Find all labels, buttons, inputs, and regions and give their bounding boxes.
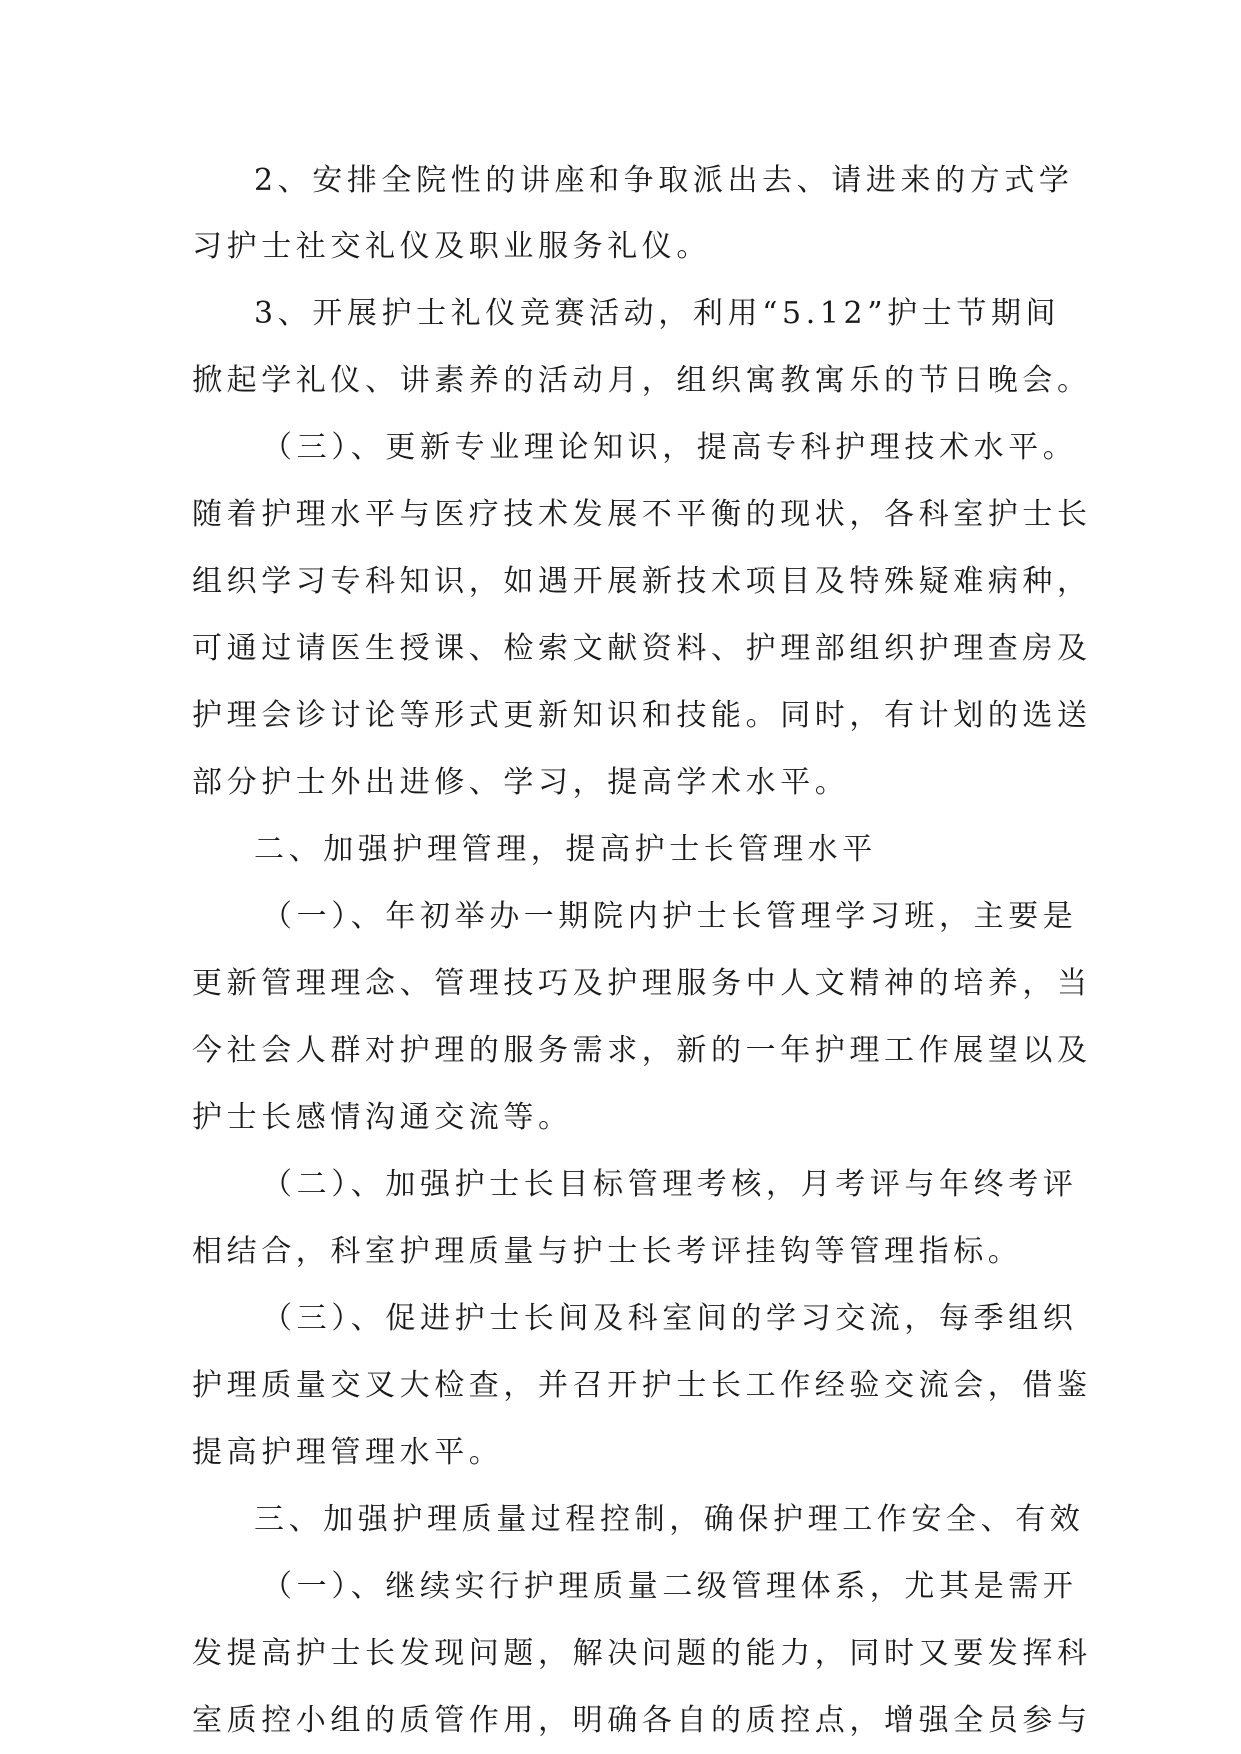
text-line-5: （三）、更新专业理论知识，提高专科护理技术水平。: [262, 430, 1078, 465]
text-line-13: 更新管理理念、管理技巧及护理服务中人文精神的培养，当: [192, 966, 1092, 1001]
text-line-18: （三）、促进护士长间及科室间的学习交流，每季组织: [262, 1301, 1078, 1336]
text-line-24: 室质控小组的质管作用，明确各自的质控点，增强全员参与: [192, 1703, 1092, 1738]
text-line-22: （一）、继续实行护理质量二级管理体系，尤其是需开: [262, 1569, 1078, 1604]
text-line-8: 可通过请医生授课、检索文献资料、护理部组织护理查房及: [192, 631, 1092, 666]
text-line-6: 随着护理水平与医疗技术发展不平衡的现状，各科室护士长: [192, 497, 1092, 532]
text-line-12: （一）、年初举办一期院内护士长管理学习班，主要是: [262, 899, 1078, 934]
text-line-7: 组织学习专科知识，如遇开展新技术项目及特殊疑难病种，: [192, 564, 1092, 599]
text-line-20: 提高护理管理水平。: [192, 1435, 504, 1470]
text-line-2: 习护士社交礼仪及职业服务礼仪。: [192, 229, 711, 264]
text-line-17: 相结合，科室护理质量与护士长考评挂钩等管理指标。: [192, 1234, 1023, 1269]
text-line-19: 护理质量交叉大检查，并召开护士长工作经验交流会，借鉴: [192, 1368, 1092, 1403]
text-line-1: 2、安排全院性的讲座和争取派出去、请进来的方式学: [254, 163, 1074, 198]
section-heading-2: 二、加强护理管理，提高护士长管理水平: [254, 832, 877, 867]
text-line-23: 发提高护士长发现问题，解决问题的能力，同时又要发挥科: [192, 1636, 1092, 1671]
text-line-4: 掀起学礼仪、讲素养的活动月，组织寓教寓乐的节日晚会。: [192, 363, 1092, 398]
section-heading-3: 三、加强护理质量过程控制，确保护理工作安全、有效: [254, 1502, 1085, 1537]
text-line-9: 护理会诊讨论等形式更新知识和技能。同时，有计划的选送: [192, 698, 1092, 733]
text-line-10: 部分护士外出进修、学习，提高学术水平。: [192, 765, 850, 800]
text-line-15: 护士长感情沟通交流等。: [192, 1100, 573, 1135]
text-line-16: （二）、加强护士长目标管理考核，月考评与年终考评: [262, 1167, 1078, 1202]
text-line-14: 今社会人群对护理的服务需求，新的一年护理工作展望以及: [192, 1033, 1092, 1068]
text-line-3: 3、开展护士礼仪竞赛活动，利用“5.12”护士节期间: [254, 296, 1061, 331]
